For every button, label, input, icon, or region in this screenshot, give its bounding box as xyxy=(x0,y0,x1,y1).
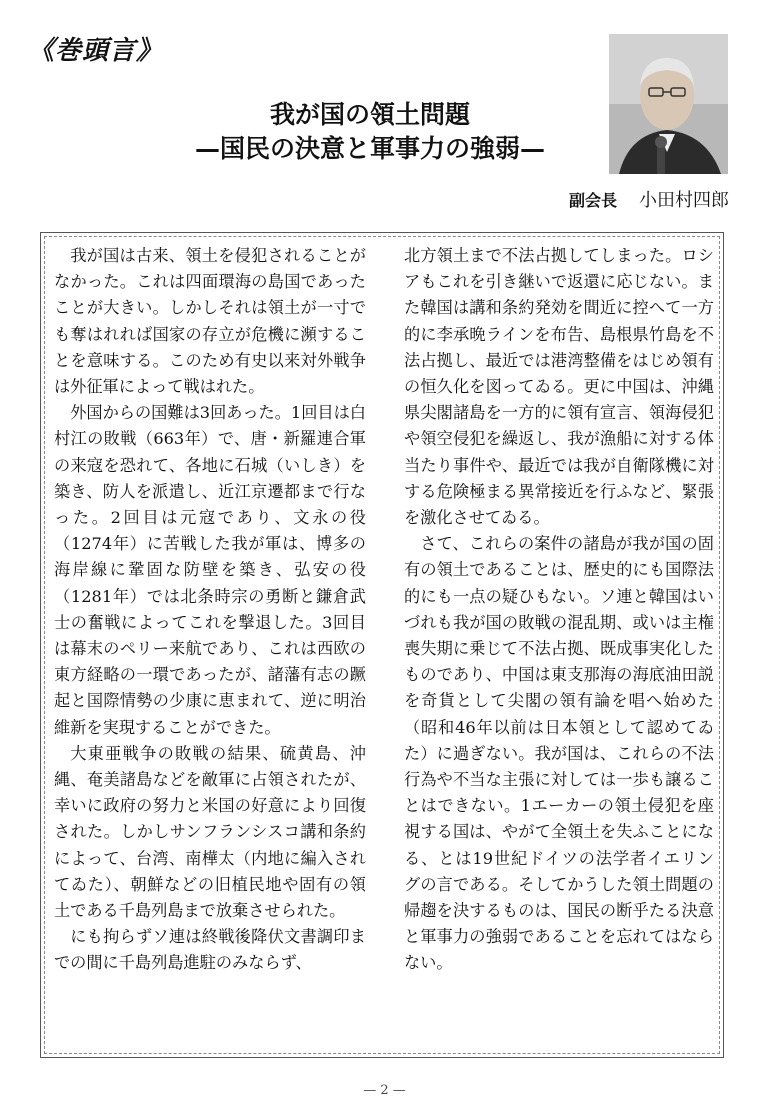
article-title xyxy=(160,98,580,166)
column-left xyxy=(54,243,366,977)
author-name: 小田村四郎 xyxy=(639,190,729,211)
column-right xyxy=(404,243,714,977)
author-role: 副会長 xyxy=(568,191,617,210)
paragraph: さて、これらの案件の諸島が我が国の固有の領土であることは、歴史的にも国際法的にも一点の疑ひもない。ソ連と韓国はいづれも我が国の敗戦の混乱期、或いは主権喪失期に乗じて不法占拠、既成事実化したものであり、中国は東支那海の海底油田説を奇貨として尖閣の領有論を唱へ始めた（昭和46年以前は日本領として認めてゐた）に過ぎない。我が国は、これらの不法行為や不当な主張に対しては一歩も譲ることはできない。1エーカーの領土侵犯を座視する国は、やがて全領土を失ふことになる、とは19世紀ドイツの法学者イエリングの言である。そしてかうした領土問題の帰趨を決するものは、国民の断乎たる決意と軍事力の強弱であることを忘れてはならない。 xyxy=(404,534,714,973)
paragraph: 外国からの国難は3回あった。1回目は白村江の敗戦（663年）で、唐・新羅連合軍の来寇を恐れて、各地に石城（いしき）を築き、防人を派遣し、近江京遷都まで行なった。2回目は元寇であり、文永の役（1274年）に苦戦した我が軍は、博多の海岸線に鞏固な防壁を築き、弘安の役（1281年）では北条時宗の勇断と鎌倉武士の奮戦によってこれを撃退した。3回目は幕末のペリー来航であり、これは西欧の東方経略の一環であったが、諸藩有志の蹶起と国際情勢の少康に恵まれて、逆に明治維新を実現することができた。 xyxy=(54,403,366,737)
paragraph: 我が国は古来、領土を侵犯されることがなかった。これは四面環海の島国であったことが大きい。しかしそれは領土が一寸でも奪はれれば国家の存立が危機に瀕することを意味する。このため有史以来対外戦争は外征軍によって戦はれた。 xyxy=(54,246,366,397)
title-main: 我が国の領土問題 xyxy=(269,100,470,129)
author-byline xyxy=(569,186,729,212)
paragraph: 北方領土まで不法占拠してしまった。ロシアもこれを引き継いで返還に応じない。また韓国は講和条約発効を間近に控へて一方的に李承晩ラインを布告、島根県竹島を不法占拠し、最近では港湾整備をはじめ領有の恒久化を図ってゐる。更に中国は、沖縄県尖閣諸島を一方的に領有宣言、領海侵犯や領空侵犯を繰返し、我が漁船に対する体当たり事件や、最近では我が自衛隊機に対する危険極まる異常接近を行ふなど、緊張を激化させてゐる。 xyxy=(404,246,714,528)
page-number: — 2 — xyxy=(363,1083,406,1098)
section-label: 《巻頭言》 xyxy=(28,36,164,66)
paragraph: にも拘らずソ連は終戦後降伏文書調印までの間に千島列島進駐のみならず、 xyxy=(54,927,366,973)
title-subtitle: —国民の決意と軍事力の強弱— xyxy=(194,134,545,163)
paragraph: 大東亜戦争の敗戦の結果、硫黄島、沖縄、奄美諸島などを敵軍に占領されたが、幸いに政府の努力と米国の好意により回復された。しかしサンフランシスコ講和条約によって、台湾、南樺太（内地に編入されてゐた）、朝鮮などの旧植民地や固有の領土である千島列島まで放棄させられた。 xyxy=(54,743,366,921)
portrait-photo-icon xyxy=(609,34,728,174)
author-photo xyxy=(609,34,728,174)
